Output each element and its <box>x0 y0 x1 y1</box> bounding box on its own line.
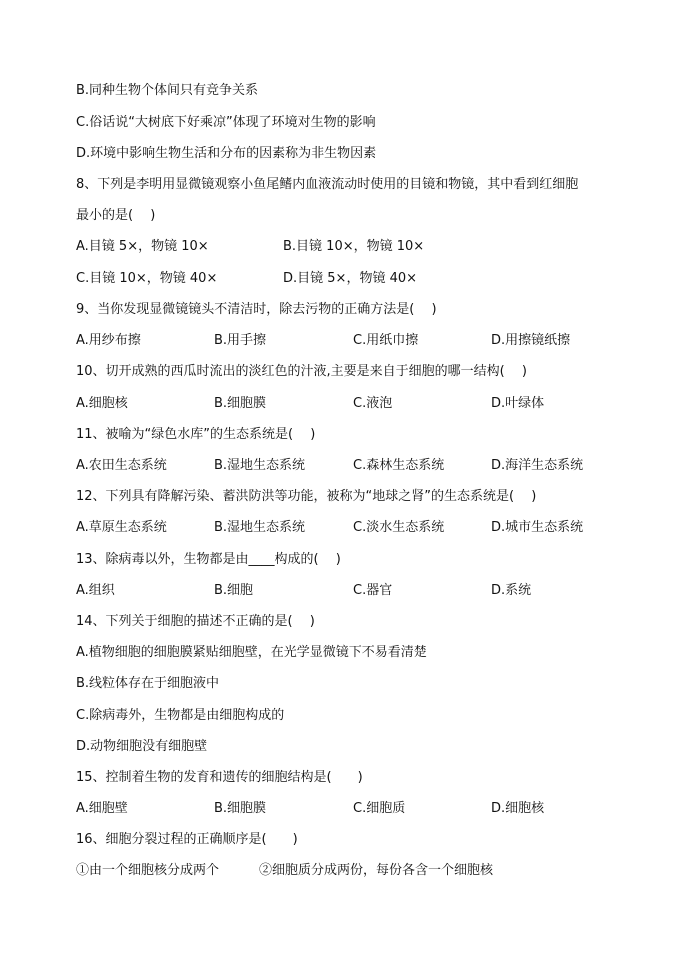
q12-option-b: B.湿地生态系统 <box>214 520 306 535</box>
question-8-stem: 8、下列是李明用显微镜观察小鱼尾鳍内血液流动时使用的目镜和物镜，其中看到红细胞 <box>76 177 579 192</box>
question-12-stem: 12、下列具有降解污染、蓄洪防洪等功能，被称为“地球之肾”的生态系统是( ) <box>76 489 537 504</box>
q15-option-b: B.细胞膜 <box>214 801 267 816</box>
q13-option-d: D.系统 <box>491 583 532 598</box>
question-13-stem: 13、除病毒以外，生物都是由____构成的( ) <box>76 552 341 567</box>
q13-option-a: A.组织 <box>76 583 115 598</box>
question-10-stem: 10、切开成熟的西瓜时流出的淡红色的汁液,主要是来自于细胞的哪一结构( ) <box>76 364 527 379</box>
q14-option-b: B.线粒体存在于细胞液中 <box>76 676 220 691</box>
q13-option-c: C.器官 <box>353 583 393 598</box>
q16-step-2: ②细胞质分成两份，每份各含一个细胞核 <box>259 863 494 878</box>
q8-option-d: D.目镜 5×，物镜 40× <box>283 271 418 286</box>
q15-option-a: A.细胞壁 <box>76 801 128 816</box>
question-14-stem: 14、下列关于细胞的描述不正确的是( ) <box>76 614 315 629</box>
q13-option-b: B.细胞 <box>214 583 254 598</box>
question-15-stem: 15、控制着生物的发育和遗传的细胞结构是( ) <box>76 770 363 785</box>
q9-option-d: D.用擦镜纸擦 <box>491 333 571 348</box>
q10-option-c: C.液泡 <box>353 396 393 411</box>
q11-option-b: B.湿地生态系统 <box>214 458 306 473</box>
q16-step-1: ①由一个细胞核分成两个 <box>76 863 220 878</box>
q10-option-a: A.细胞核 <box>76 396 128 411</box>
q10-option-b: B.细胞膜 <box>214 396 267 411</box>
q12-option-a: A.草原生态系统 <box>76 520 167 535</box>
q11-option-d: D.海洋生态系统 <box>491 458 584 473</box>
q8-option-a: A.目镜 5×，物镜 10× <box>76 239 209 254</box>
q15-option-d: D.细胞核 <box>491 801 545 816</box>
q7-option-d: D.环境中影响生物生活和分布的因素称为非生物因素 <box>76 146 377 161</box>
q9-option-a: A.用纱布擦 <box>76 333 141 348</box>
q7-option-c: C.俗话说“大树底下好乘凉”体现了环境对生物的影响 <box>76 115 376 130</box>
q8-option-c: C.目镜 10×，物镜 40× <box>76 271 218 286</box>
q14-option-d: D.动物细胞没有细胞壁 <box>76 739 208 754</box>
q9-option-b: B.用手擦 <box>214 333 267 348</box>
q9-option-c: C.用纸巾擦 <box>353 333 419 348</box>
q12-option-d: D.城市生态系统 <box>491 520 584 535</box>
q15-option-c: C.细胞质 <box>353 801 406 816</box>
q11-option-c: C.森林生态系统 <box>353 458 445 473</box>
q8-option-b: B.目镜 10×，物镜 10× <box>283 239 425 254</box>
question-8-stem-cont: 最小的是( ) <box>76 208 156 223</box>
question-11-stem: 11、被喻为“绿色水库”的生态系统是( ) <box>76 427 316 442</box>
q7-option-b: B.同种生物个体间只有竞争关系 <box>76 83 259 98</box>
question-16-stem: 16、细胞分裂过程的正确顺序是( ) <box>76 832 298 847</box>
q11-option-a: A.农田生态系统 <box>76 458 167 473</box>
q14-option-c: C.除病毒外，生物都是由细胞构成的 <box>76 708 285 723</box>
question-9-stem: 9、当你发现显微镜镜头不清洁时，除去污物的正确方法是( ) <box>76 302 437 317</box>
q12-option-c: C.淡水生态系统 <box>353 520 445 535</box>
q14-option-a: A.植物细胞的细胞膜紧贴细胞壁，在光学显微镜下不易看清楚 <box>76 645 427 660</box>
q10-option-d: D.叶绿体 <box>491 396 545 411</box>
